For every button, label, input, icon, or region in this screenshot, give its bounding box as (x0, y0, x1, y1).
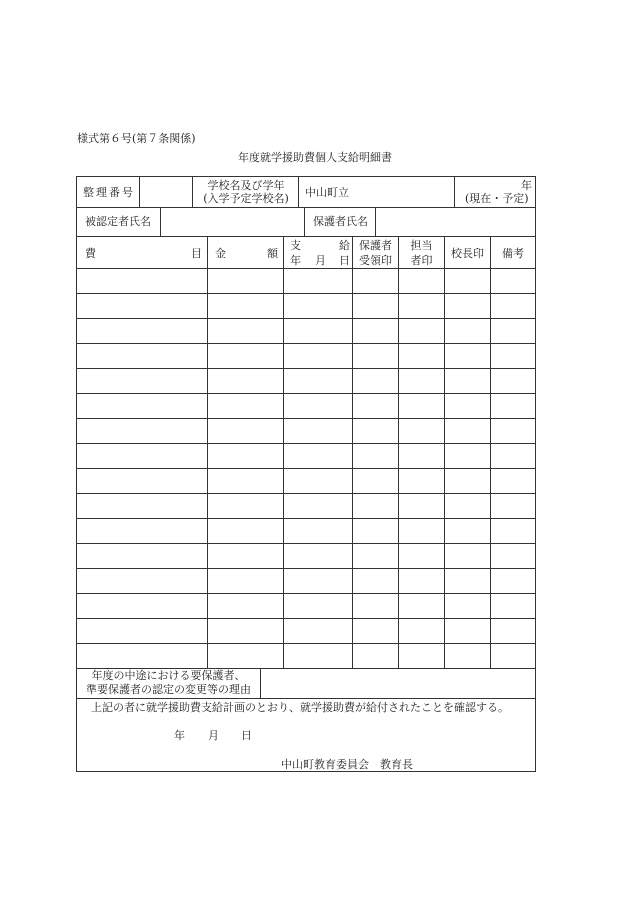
row1-bottom (77, 207, 535, 208)
data-row-line (77, 368, 535, 369)
v-r1-b (192, 177, 193, 207)
data-row-line (77, 418, 535, 419)
data-row-line (77, 318, 535, 319)
reason-line2: 準要保護者の認定の変更等の理由 (86, 683, 251, 696)
reason-bottom (77, 698, 535, 699)
v-col-staff (398, 236, 399, 668)
signature: 中山町教育委員会 教育長 (281, 758, 413, 771)
col-staff-line1: 担当 (410, 239, 433, 252)
data-row-line (77, 643, 535, 644)
data-row-line (77, 543, 535, 544)
v-col-remarks (490, 236, 491, 668)
school-label-line2: (入学予定学校名) (203, 192, 289, 205)
data-row-line (77, 568, 535, 569)
data-row-line (77, 443, 535, 444)
data-row-line (77, 293, 535, 294)
form-title: 年度就学援助費個人支給明細書 (238, 151, 392, 164)
v-r1-a (139, 177, 140, 207)
v-col-receipt (352, 236, 353, 668)
recipient-label: 被認定者氏名 (85, 215, 151, 228)
col-gaku: 額 (267, 247, 278, 260)
v-r1-c (298, 177, 299, 207)
data-row-line (77, 493, 535, 494)
v-r2-a (160, 207, 161, 236)
col-tsuki: 月 (315, 254, 326, 267)
v-r1-d (454, 177, 455, 207)
col-kyu: 給 (339, 239, 350, 252)
confirmation-statement: 上記の者に就学援助費支給計画のとおり、就学援助費が給付されたことを確認する。 (91, 701, 509, 714)
v-r2-b (304, 207, 305, 236)
header-bottom (77, 268, 535, 269)
form-table (76, 176, 536, 772)
data-row-line (77, 343, 535, 344)
col-receipt-line2: 受領印 (359, 254, 392, 267)
seiri-label: 整理番号 (83, 186, 135, 199)
guardian-label: 保護者氏名 (313, 215, 368, 228)
v-reason (260, 668, 261, 698)
form-number: 様式第６号(第７条関係) (77, 132, 196, 145)
col-remarks: 備考 (502, 247, 524, 260)
col-principal: 校長印 (451, 247, 484, 260)
data-row-line (77, 518, 535, 519)
col-receipt-line1: 保護者 (359, 239, 392, 252)
status-label: (現在・予定) (465, 192, 529, 205)
school-prefix: 中山町立 (305, 186, 349, 199)
col-nen: 年 (290, 254, 301, 267)
col-hi: 費 (85, 247, 96, 260)
data-row-line (77, 593, 535, 594)
date-year: 年 (174, 729, 185, 742)
data-row-line (77, 618, 535, 619)
data-row-line (77, 393, 535, 394)
col-kin: 金 (215, 247, 226, 260)
date-day: 日 (241, 729, 252, 742)
date-month: 月 (208, 729, 219, 742)
year-label: 年 (521, 179, 532, 192)
v-col-date (283, 236, 284, 668)
v-r2-c (375, 207, 376, 236)
col-day: 日 (339, 254, 350, 267)
v-col-amount (207, 236, 208, 668)
data-row-line (77, 468, 535, 469)
v-col-principal (444, 236, 445, 668)
col-staff-line2: 者印 (410, 254, 433, 267)
row2-bottom (77, 236, 535, 237)
school-label-line1: 学校名及び学年 (207, 179, 285, 192)
col-shi: 支 (290, 239, 301, 252)
col-moku: 目 (191, 247, 202, 260)
reason-line1: 年度の中途における要保護者、 (91, 669, 246, 682)
